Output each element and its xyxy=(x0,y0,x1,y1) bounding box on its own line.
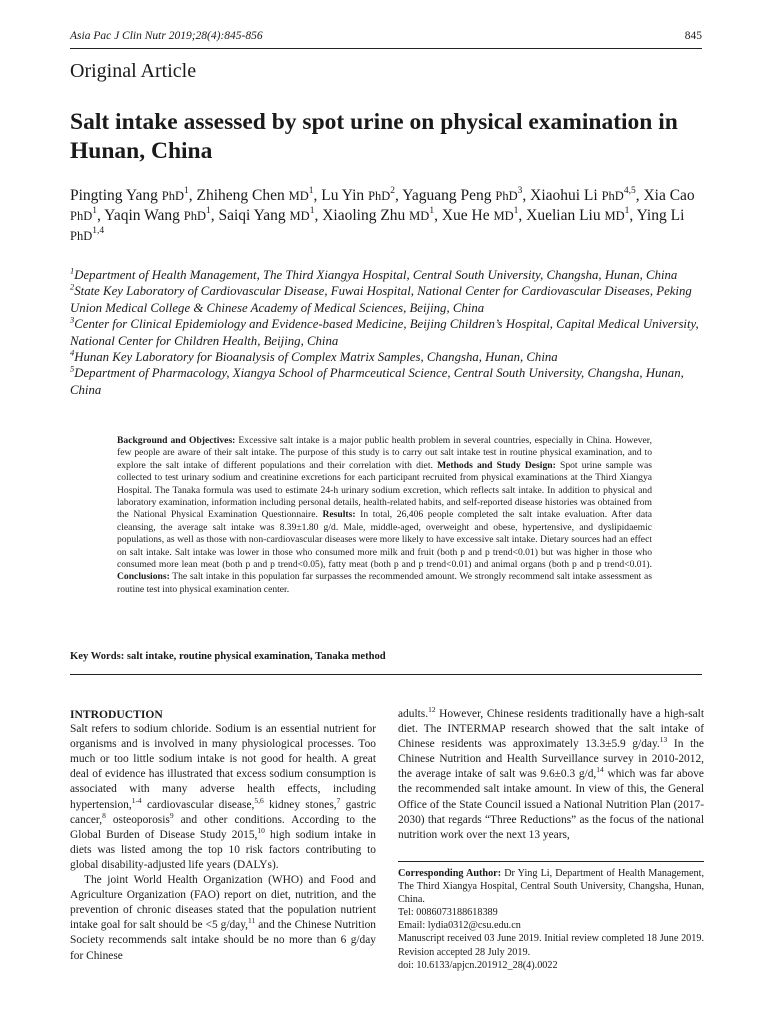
affiliation xyxy=(70,267,702,283)
abstract xyxy=(117,435,652,596)
manuscript-dates: Manuscript received 03 June 2019. Initial review completed 18 June 2019. Revision accepted 28 July 2019. xyxy=(398,933,704,958)
right-column xyxy=(398,707,704,843)
paragraph-text: high sodium intake in diets was listed among the top 10 risk factors contributing to global disability-adjusted life years (DALYs). xyxy=(70,828,376,871)
citation-ref: 7 xyxy=(336,795,341,805)
affiliation xyxy=(70,316,702,349)
author xyxy=(321,187,395,204)
abstract-methods-label: Methods and Study Design: xyxy=(437,459,556,471)
affiliations xyxy=(70,267,702,398)
affiliation-number: 3 xyxy=(70,314,75,325)
citation-ref: 1-4 xyxy=(131,795,142,805)
citation-ref: 13 xyxy=(659,735,668,745)
abstract-background-text: Excessive salt intake is a major public health problem in several countries, especially in China. However, few people are aware of their salt intake. The purpose of this study is to carry out salt intake test in routine physical examination, and to explore the salt intake of different populations and their correlation with diet. xyxy=(117,435,652,471)
abstract-conclusions-text: The salt intake in this population far surpasses the recommended amount. We strongly recommend salt intake assessment as routine test into physical examination center. xyxy=(117,571,652,595)
abstract-results-label: Results: xyxy=(322,509,356,521)
author-affiliation-ref: 1 xyxy=(429,205,435,216)
paragraph-text: kidney stones, xyxy=(263,798,337,811)
abstract-conclusions-label: Conclusions: xyxy=(117,571,170,583)
page-number: 845 xyxy=(684,30,702,42)
author xyxy=(70,187,189,204)
citation-ref: 9 xyxy=(169,810,174,820)
doi: doi: 10.6133/apjcn.201912_28(4).0022 xyxy=(398,959,558,971)
paragraph-text: osteoporosis xyxy=(105,813,170,826)
paragraph-text: and the Chinese Nutrition Society recommends salt intake should be no more than 6 g/day for Chinese xyxy=(70,919,377,962)
affiliation-text: Department of Health Management, The Third Xiangya Hospital, Central South University, Changsha, Hunan, China xyxy=(74,268,678,282)
affiliation-text: Hunan Key Laboratory for Bioanalysis of Complex Matrix Samples, Changsha, Hunan, China xyxy=(74,350,558,365)
citation-ref: 11 xyxy=(248,916,256,926)
citation-ref: 12 xyxy=(428,705,436,715)
author-degree: PhD xyxy=(495,189,518,203)
affiliation-number: 4 xyxy=(70,347,75,358)
paragraph-text: adults. xyxy=(398,708,429,720)
author-degree: PhD xyxy=(70,209,93,223)
author xyxy=(322,207,434,224)
author-affiliation-ref: 1 xyxy=(183,185,189,196)
author xyxy=(402,187,522,204)
author xyxy=(530,187,636,204)
author-name: Xuelian Liu xyxy=(526,207,605,224)
citation-ref: 5,6 xyxy=(254,795,264,805)
author-name: Lu Yin xyxy=(321,187,369,204)
author-name: Xiaoling Zhu xyxy=(322,207,410,224)
affiliation xyxy=(70,365,702,398)
author-affiliation-ref: 3 xyxy=(517,185,523,196)
author-name: Yaqin Wang xyxy=(104,207,184,224)
affiliation-number: 5 xyxy=(70,364,75,375)
author-name: Yaguang Peng xyxy=(402,187,496,204)
author xyxy=(442,207,519,224)
keywords: Key Words: salt intake, routine physical examination, Tanaka method xyxy=(70,651,386,662)
author-degree: PhD xyxy=(601,189,624,203)
left-column xyxy=(70,707,376,964)
affiliation xyxy=(70,283,702,316)
affiliation-text: Department of Pharmacology, Xiangya School of Pharmceutical Science, Central South University, Changsha, Hunan, China xyxy=(70,366,684,397)
paragraph-text: However, Chinese residents traditionally have a high-salt diet. The INTERMAP research showed that the salt intake of Chinese residents was approximately 13.3±5.9 g/day. xyxy=(398,708,704,751)
paragraph-text: In the Chinese Nutrition and Health Surveillance survey in 2010-2012, the average intake of salt was 9.6±0.3 g/d, xyxy=(398,738,704,781)
author-degree: PhD xyxy=(183,209,206,223)
paragraph-text: and other conditions. According to the Global Burden of Disease Study 2015, xyxy=(70,813,376,841)
author-affiliation-ref: 1 xyxy=(92,205,97,216)
affiliation-number: 1 xyxy=(70,265,75,276)
author-degree: MD xyxy=(604,209,625,223)
citation-ref: 14 xyxy=(596,765,604,775)
author-name: Zhiheng Chen xyxy=(196,187,289,204)
correspondence-label: Corresponding Author: xyxy=(398,868,502,879)
citation-ref: 8 xyxy=(102,810,106,820)
author-list: Pingting Yang PhD$^1$, Zhiheng Chen $MD^1$, Lu Yin PhD$^2$, Yaguang Peng PhD$^3$, Xiaohui Li PhD$^{4,5}$, Xia Cao PhD$^1$, Yaqin Wang PhD$^1$, Saiqi Yang $MD^1$, Xiaoling Zhu $MD^1$, Xue He $MD^1$, Xuelian Liu $MD^1$, Ying Li PhD$^{1,4}$ xyxy=(70,185,695,243)
author xyxy=(526,207,629,224)
author-degree: PhD xyxy=(161,189,184,203)
affiliation xyxy=(70,349,702,365)
affiliation-text: Center for Clinical Epidemiology and Evidence-based Medicine, Beijing Children’s Hospital, Capital Medical University, National Center for Children Health, Beijing, China xyxy=(70,317,699,348)
intro-paragraph-2 xyxy=(70,873,376,964)
author-affiliation-ref: 1 xyxy=(513,205,519,216)
author-degree: MD xyxy=(288,189,309,203)
author xyxy=(104,207,211,224)
intro-paragraph-3 xyxy=(398,707,704,843)
paragraph-text: gastric cancer, xyxy=(70,798,376,826)
author-name: Ying Li xyxy=(636,207,685,224)
author-affiliation-ref: 1 xyxy=(309,205,315,216)
correspondence-text: Dr Ying Li, Department of Health Management, The Third Xiangya Hospital, Central South University, Changsha, Hunan, China. xyxy=(398,868,704,906)
author-affiliation-ref: 1,4 xyxy=(92,225,105,236)
affiliation-number: 2 xyxy=(70,282,75,293)
author-name: Xiaohui Li xyxy=(530,187,602,204)
author xyxy=(196,187,313,204)
header-rule xyxy=(70,48,702,49)
article-type: Original Article xyxy=(70,60,197,82)
author-degree: MD xyxy=(493,209,514,223)
author-degree: MD xyxy=(289,209,310,223)
paragraph-text: Salt refers to sodium chloride. Sodium is an essential nutrient for organisms and is involved in many physiological processes. Too much or too little sodium intake is not good for health. A great deal of evidence has illustrated that excess sodium consumption is associated with many adverse health effects, including hypertension, xyxy=(70,723,376,811)
citation-ref: 10 xyxy=(257,825,265,835)
author-degree: PhD xyxy=(368,189,391,203)
paragraph-text: The joint World Health Organization (WHO) and Food and Agriculture Organization (FAO) report on diet, nutrition, and the prevention of chronic diseases stated that the population nutrient intake goal for salt should be <5 g/day, xyxy=(70,874,376,932)
author-affiliation-ref: 4,5 xyxy=(623,185,636,196)
correspondence-rule xyxy=(398,861,704,862)
author-affiliation-ref: 1 xyxy=(205,205,211,216)
author-affiliation-ref: 2 xyxy=(390,185,396,196)
author xyxy=(218,207,314,224)
affiliation-text: State Key Laboratory of Cardiovascular Disease, Fuwai Hospital, National Center for Cardiovascular Diseases, Peking Union Medical College & Chinese Academy of Medical Sciences, Beijing, China xyxy=(70,284,692,315)
author-degree: PhD xyxy=(70,229,93,243)
paragraph-text: which was far above the recommended salt intake amount. In view of this, the General Office of the State Council issued a National Nutrition Plan (2017-2030) that regards “Three Reductions” as the focus of the national nutrition work over the next 13 years, xyxy=(398,768,704,841)
author-name: Xia Cao xyxy=(643,187,695,204)
article-title: Salt intake assessed by spot urine on physical examination in Hunan, China xyxy=(70,109,678,164)
author-affiliation-ref: 1 xyxy=(624,205,630,216)
author-name: Xue He xyxy=(441,207,494,224)
abstract-results-text: In total, 26,406 people completed the salt intake evaluation. After data cleansing, the average salt intake was 8.39±1.80 g/d. Male, middle-aged, overweight and obese, hypertensive, and dyslipidaemic populations, as well as those with non-cardiovascular diseases were more likely to have excessive salt intake. Dietary sources had an effect on salt intake. Salt intake was lower in those who consumed more milk and fruit (both p and p trend<0.01) but was higher in those who consumed more lean meat (both p and p trend<0.05), fatty meat (both p and p trend<0.01) and animal organs (both p and p trend<0.01). xyxy=(117,509,652,571)
author-degree: MD xyxy=(409,209,430,223)
correspondence-tel: Tel: 0086073188618389 xyxy=(398,907,498,919)
running-header xyxy=(70,30,702,46)
intro-paragraph-1 xyxy=(70,722,376,873)
abstract-methods-text: Spot urine sample was collected to test urinary sodium and creatinine excretions for each participant recruited from physical examinations at the Third Xiangya Hospital. The Tanaka formula was used to estimate 24-h urinary sodium excretion, which reflects salt intake. In addition to physical and laboratory examination, information including personal details, health-related habits, and self-reported disease histories was obtained from the National Physical Examination Questionnaire. xyxy=(117,459,652,521)
author-name: Saiqi Yang xyxy=(218,207,290,224)
keywords-rule xyxy=(70,674,702,675)
author-name: Pingting Yang xyxy=(70,187,162,204)
section-heading-introduction: INTRODUCTION xyxy=(70,708,163,721)
abstract-background-label: Background and Objectives: xyxy=(117,435,236,446)
paragraph-text: cardiovascular disease, xyxy=(141,798,255,811)
correspondence-email: Email: lydia0312@csu.edu.cn xyxy=(398,920,521,932)
journal-citation: Asia Pac J Clin Nutr 2019;28(4):845-856 xyxy=(70,30,263,42)
correspondence-block xyxy=(398,867,704,972)
author-affiliation-ref: 1 xyxy=(308,185,314,196)
